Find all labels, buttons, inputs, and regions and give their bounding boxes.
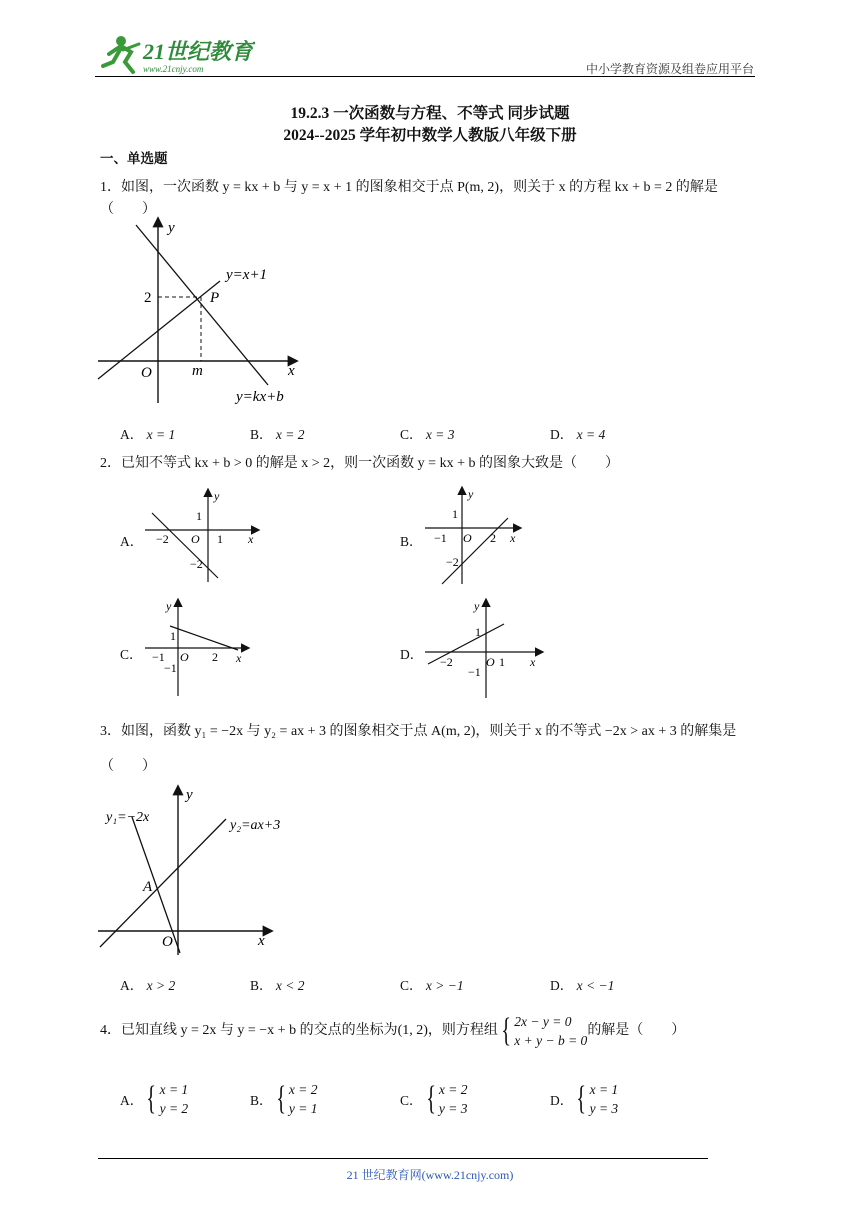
question-2-stem [100, 453, 760, 475]
fig1-origin: O [141, 365, 152, 381]
q2-option-c[interactable]: C． [120, 647, 143, 662]
fig1-line1-label: y=x+1 [226, 267, 268, 283]
svg-text:y: y [214, 489, 220, 503]
q4-option-a[interactable]: A．{ x = 1 y = 2 [120, 1080, 189, 1117]
q1-option-a[interactable]: A． x = 1 [120, 427, 176, 442]
fig3-point-a: A [143, 879, 153, 895]
header-divider [95, 76, 755, 77]
question-4-text: 已知直线 y = 2x 与 y = −x + b 的交点的坐标为(1, 2)，则方程组 [121, 1023, 498, 1039]
question-1-text: 如图，一次函数 y = kx + b 与 y = x + 1 的图象相交于点 P(m, 2)，则关于 x 的方程 kx + b = 2 的解是（ ） [100, 180, 718, 217]
svg-text:1: 1 [170, 629, 176, 643]
header-platform-text: 中小学教育资源及组卷应用平台 [585, 62, 754, 76]
svg-text:1: 1 [196, 509, 202, 523]
svg-text:1: 1 [217, 532, 223, 546]
question-3-stem [100, 721, 760, 743]
svg-text:y: y [468, 487, 474, 501]
fig1-x-label: x [288, 363, 295, 379]
section-heading: 一、单选题 [100, 151, 168, 167]
q2-graph-d[interactable] [420, 598, 545, 698]
site-logo [95, 32, 255, 76]
fig3-line1-label: y₁=−2x [106, 810, 150, 825]
question-3-text: 如图，函数 y₁ = −2x 与 y₂ = ax + 3 的图象相交于点 A(m, 2)，则关于 x 的不等式 −2x > ax + 3 的解集是 [121, 724, 737, 739]
logo-url: www.21cnjy.com [143, 64, 204, 74]
svg-text:x: x [510, 531, 516, 545]
question-2-number: 2． [100, 456, 121, 471]
q2-graph-b[interactable] [420, 486, 545, 586]
q4-option-d[interactable]: D．{ x = 1 y = 3 [550, 1080, 619, 1117]
footer-divider [98, 1158, 708, 1159]
question-2-text: 已知不等式 kx + b > 0 的解是 x > 2，则一次函数 y = kx + b 的图象大致是（ ） [121, 456, 619, 471]
question-4-text-after: 的解是（ ） [587, 1023, 686, 1039]
doc-title-line1: 19.2.3 一次函数与方程、不等式 同步试题 [290, 105, 570, 122]
svg-text:y: y [166, 599, 172, 613]
question-4-system: 2x − y = 0 x + y − b = 0 [514, 1014, 588, 1048]
svg-text:O: O [191, 532, 200, 546]
svg-text:1: 1 [475, 625, 481, 639]
q2-graph-a[interactable] [140, 486, 265, 586]
fig1-line2-label: y=kx+b [236, 389, 284, 405]
fig3-x-label: x [258, 933, 265, 949]
question-1-figure [96, 215, 316, 410]
question-4-stem: 4．已知直线 y = 2x 与 y = −x + b 的交点的坐标为(1, 2)，则方程组{ 2x − y = 0 x + y − b = 0的解是（ ） [100, 1012, 686, 1049]
q1-option-b[interactable]: B． x = 2 [250, 427, 305, 442]
question-3-figure [96, 783, 306, 958]
q2-option-d[interactable]: D． [400, 647, 424, 662]
svg-text:−1: −1 [434, 531, 447, 545]
svg-text:x: x [248, 532, 254, 546]
q3-option-b[interactable]: B． x < 2 [250, 978, 305, 993]
svg-text:−2: −2 [440, 655, 453, 669]
fig3-y-label: y [186, 787, 193, 803]
svg-text:1: 1 [452, 507, 458, 521]
svg-text:x: x [530, 655, 536, 669]
svg-text:x: x [236, 651, 242, 665]
q3-option-d[interactable]: D． x < −1 [550, 978, 615, 993]
fig1-tick-2: 2 [144, 290, 152, 306]
svg-text:O: O [463, 531, 472, 545]
fig1-point-p: P [210, 290, 220, 306]
svg-text:2: 2 [490, 531, 496, 545]
doc-title-line2: 2024--2025 学年初中数学人教版八年级下册 [283, 127, 577, 144]
svg-text:2: 2 [212, 650, 218, 664]
q2-option-b[interactable]: B． [400, 534, 423, 549]
fig3-origin: O [162, 934, 173, 950]
q1-option-d[interactable]: D． x = 4 [550, 427, 606, 442]
svg-text:O: O [486, 655, 495, 669]
svg-text:O: O [180, 650, 189, 664]
q2-graph-c[interactable] [140, 598, 265, 698]
svg-text:−2: −2 [156, 532, 169, 546]
fig1-tick-m: m [192, 363, 203, 379]
question-4-number: 4． [100, 1023, 121, 1039]
svg-text:y: y [474, 599, 480, 613]
svg-text:−1: −1 [164, 661, 177, 675]
q3-option-c[interactable]: C． x > −1 [400, 978, 464, 993]
q2-option-a[interactable]: A． [120, 534, 144, 549]
q4-option-b[interactable]: B．{ x = 2 y = 1 [250, 1080, 318, 1117]
svg-text:−2: −2 [446, 555, 459, 569]
footer-text[interactable]: 21 世纪教育网(www.21cnjy.com) [346, 1168, 514, 1182]
question-3-stem-cont: （ ） [100, 759, 156, 774]
q4-option-c[interactable]: C．{ x = 2 y = 3 [400, 1080, 468, 1117]
svg-text:−2: −2 [190, 557, 203, 571]
q1-option-c[interactable]: C． x = 3 [400, 427, 455, 442]
question-3-number: 3． [100, 724, 121, 739]
q3-option-a[interactable]: A． x > 2 [120, 978, 176, 993]
fig3-line2-label: y₂=ax+3 [230, 818, 281, 833]
question-1-number: 1． [100, 180, 121, 195]
svg-text:−1: −1 [468, 665, 481, 679]
logo-text: 21世纪教育 [143, 39, 254, 64]
fig1-y-label: y [168, 220, 175, 236]
svg-text:1: 1 [499, 655, 505, 669]
svg-text:−1: −1 [152, 650, 165, 664]
